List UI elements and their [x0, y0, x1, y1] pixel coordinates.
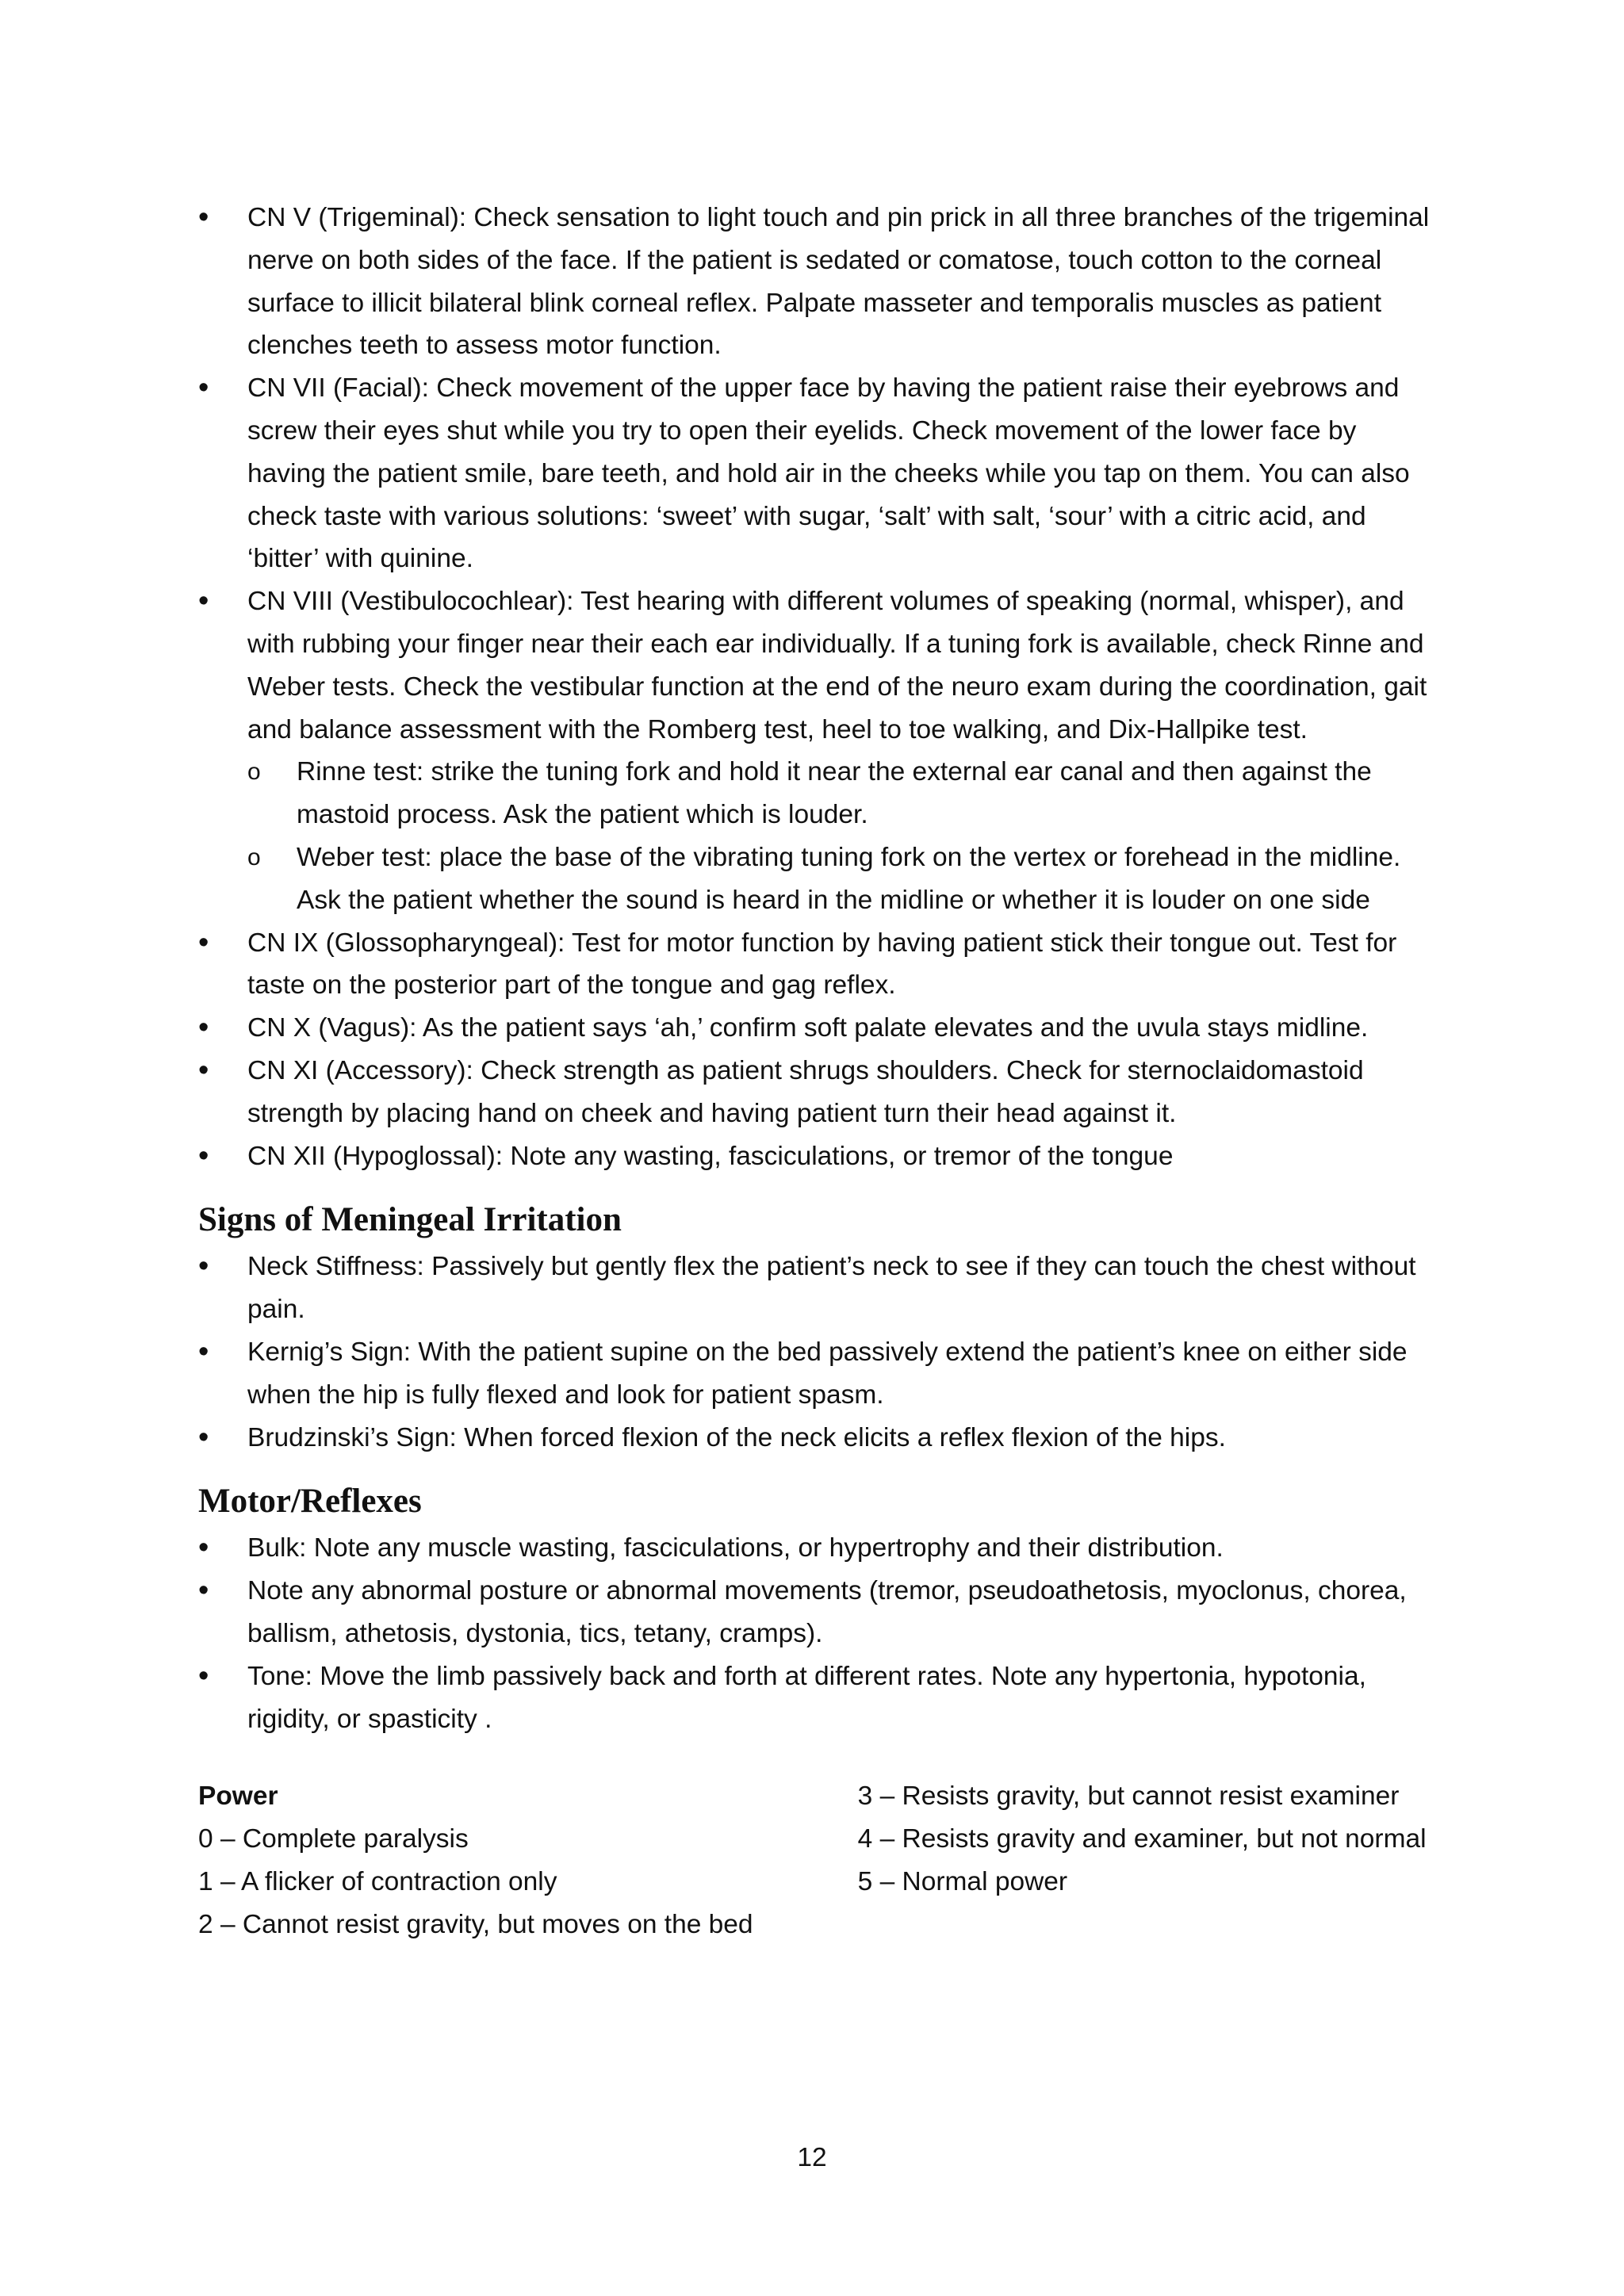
bulk-text: Bulk: Note any muscle wasting, fasciculations, or hypertrophy and their distribution.: [247, 1533, 1224, 1563]
cranial-nerve-list-continued: [198, 922, 1435, 1178]
hearing-test-list: [198, 751, 1435, 921]
cn-ix-text: CN IX (Glossopharyngeal): Test for motor function by having patient stick their tongue out. Test for taste on the posterior part of the tongue and gag reflex.: [247, 928, 1397, 1001]
power-scale-left-column: [198, 1775, 858, 1946]
neck-stiffness-text: Neck Stiffness: Passively but gently flex the patient’s neck to see if they can touch the chest without pain.: [247, 1252, 1416, 1325]
motor-list: [198, 1527, 1435, 1740]
power-scale: [198, 1775, 1435, 1946]
brudzinski-sign-text: Brudzinski’s Sign: When forced flexion of the neck elicits a reflex flexion of the hips.: [247, 1422, 1226, 1452]
cn-viii-item: [198, 580, 1435, 751]
kernig-sign-item: [198, 1331, 1435, 1417]
cn-xii-text: CN XII (Hypoglossal): Note any wasting, fasciculations, or tremor of the tongue: [247, 1141, 1174, 1171]
bulk-item: [198, 1527, 1435, 1570]
abnormal-movements-text: Note any abnormal posture or abnormal movements (tremor, pseudoathetosis, myoclonus, chorea, ballism, athetosis, dystonia, tics, tetany, cramps).: [247, 1576, 1407, 1648]
weber-test-text: Weber test: place the base of the vibrating tuning fork on the vertex or forehead in the midline. Ask the patient whether the sound is heard in the midline or whether it is louder on one side: [297, 842, 1401, 915]
meningeal-heading: Signs of Meningeal Irritation: [198, 1201, 622, 1239]
brudzinski-sign-item: [198, 1417, 1435, 1460]
motor-heading: Motor/Reflexes: [198, 1483, 422, 1521]
rinne-test-text: Rinne test: strike the tuning fork and hold it near the external ear canal and then against the mastoid process. Ask the patient which is louder.: [297, 757, 1372, 830]
kernig-sign-text: Kernig’s Sign: With the patient supine on the bed passively extend the patient’s knee on either side when the hip is fully flexed and look for patient spasm.: [247, 1337, 1408, 1410]
power-scale-right-column: [858, 1775, 1435, 1946]
cn-v-text: CN V (Trigeminal): Check sensation to light touch and pin prick in all three branches of the trigeminal nerve on both sides of the face. If the patient is sedated or comatose, touch cotton to the corneal surface to illicit bilateral blink corneal reflex. Palpate masseter and temporalis muscles as patient clenches teeth to assess motor function.: [247, 203, 1430, 361]
power-title: Power: [198, 1781, 278, 1812]
cranial-nerve-list: [198, 197, 1435, 751]
power-grade-2: 2 – Cannot resist gravity, but moves on the bed: [198, 1909, 753, 1939]
cn-xii-item: [198, 1135, 1435, 1178]
cn-vii-text: CN VII (Facial): Check movement of the upper face by having the patient raise their eyebrows and screw their eyes shut while you try to open their eyelids. Check movement of the lower face by having the patient smile, bare teeth, and hold air in the cheeks while you tap on them. You can also check taste with various solutions: ‘sweet’ with sugar, ‘salt’ with salt, ‘sour’ with a citric acid, and ‘bitter’ with quinine.: [247, 373, 1410, 574]
power-grade-4: 4 – Resists gravity and examiner, but not normal: [857, 1824, 1427, 1854]
power-grade-3: 3 – Resists gravity, but cannot resist examiner: [857, 1781, 1400, 1812]
cn-xi-item: [198, 1050, 1435, 1135]
rinne-test-item: [198, 751, 1435, 836]
power-grade-0: 0 – Complete paralysis: [198, 1824, 469, 1854]
page-number: 12: [797, 2143, 827, 2172]
tone-item: [198, 1655, 1435, 1741]
cn-ix-item: [198, 922, 1435, 1008]
neck-stiffness-item: [198, 1246, 1435, 1331]
cn-viii-text: CN VIII (Vestibulocochlear): Test hearing with different volumes of speaking (normal, whisper), and with rubbing your finger near their each ear individually. If a tuning fork is available, check Rinne and Weber tests. Check the vestibular function at the end of the neuro exam during the coordination, gait and balance assessment with the Romberg test, heel to toe walking, and Dix-Hallpike test.: [247, 587, 1427, 744]
cn-x-item: [198, 1007, 1435, 1050]
page-content: [198, 197, 1435, 1946]
tone-text: Tone: Move the limb passively back and forth at different rates. Note any hypertonia, hypotonia, rigidity, or spasticity .: [247, 1661, 1366, 1734]
weber-test-item: [198, 836, 1435, 922]
power-grade-5: 5 – Normal power: [857, 1866, 1068, 1896]
cn-x-text: CN X (Vagus): As the patient says ‘ah,’ confirm soft palate elevates and the uvula stays midline.: [247, 1013, 1369, 1043]
cn-vii-item: [198, 367, 1435, 580]
cn-v-item: [198, 197, 1435, 367]
cn-xi-text: CN XI (Accessory): Check strength as patient shrugs shoulders. Check for sternoclaidomastoid strength by placing hand on cheek and having patient turn their head against it.: [247, 1055, 1364, 1128]
meningeal-list: [198, 1246, 1435, 1459]
abnormal-movements-item: [198, 1570, 1435, 1655]
power-grade-1: 1 – A flicker of contraction only: [198, 1866, 557, 1896]
